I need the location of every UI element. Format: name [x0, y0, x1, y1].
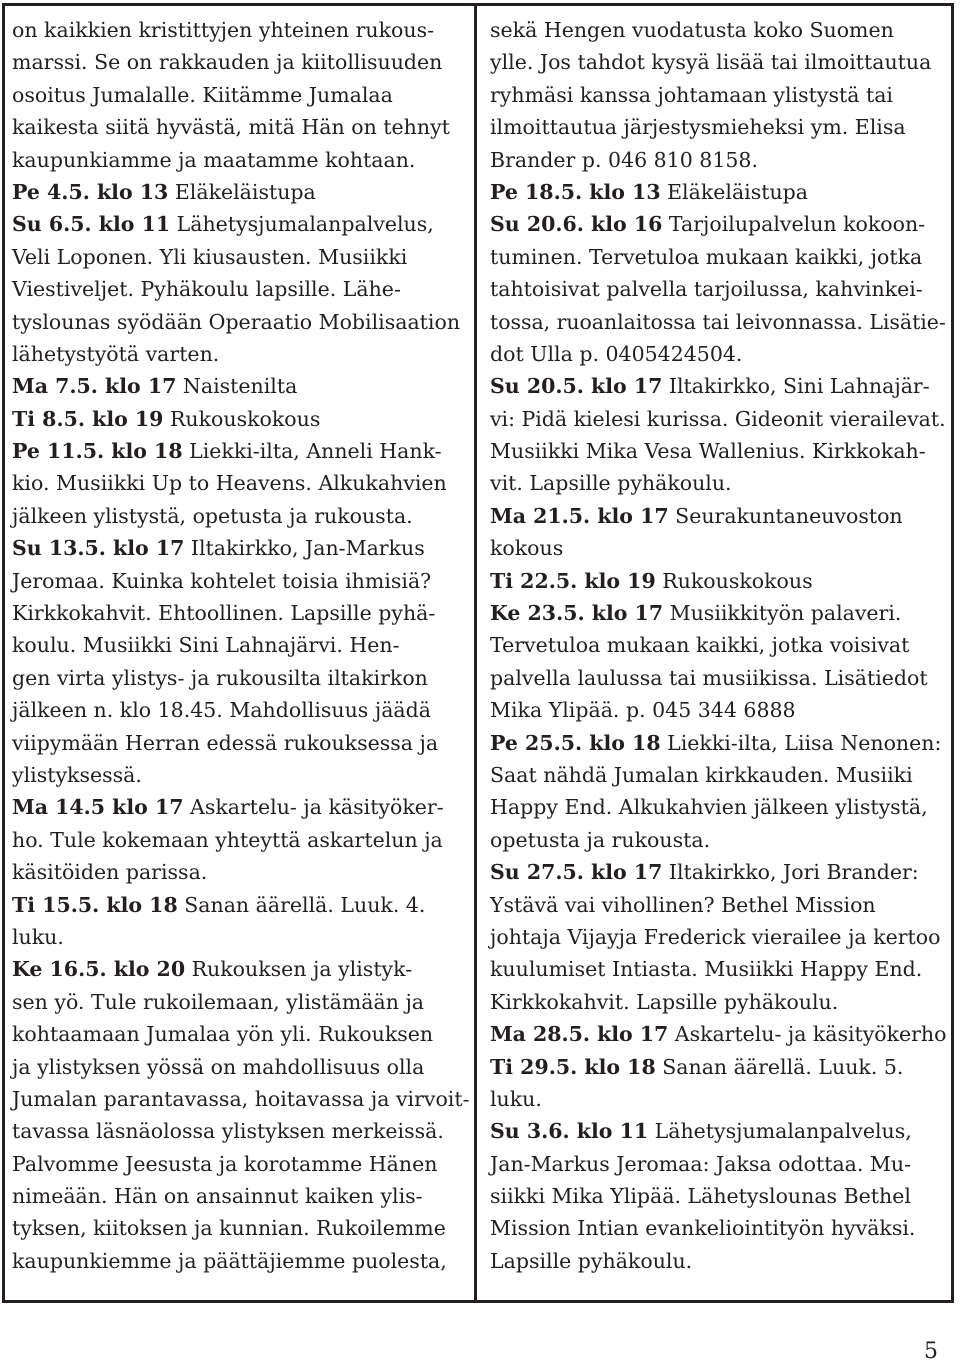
text-line — [12, 1148, 470, 1180]
event-date-time: Ti 29.5. klo 18 — [490, 1054, 656, 1079]
text-run: sekä Hengen vuodatusta koko Suomen — [490, 18, 894, 42]
event-date-time: Pe 11.5. klo 18 — [12, 439, 183, 464]
text-line — [12, 532, 470, 564]
text-run: vi: Pidä kielesi kurissa. Gideonit vierailevat. — [490, 406, 946, 431]
left-column — [12, 14, 470, 1277]
text-run: Brander p. 046 810 8158. — [490, 147, 758, 172]
text-run: tyslounas syödään Operaatio Mobilisaation — [12, 309, 461, 334]
text-line — [12, 403, 470, 435]
text-run: Veli Loponen. Yli kiusausten. Musiikki — [12, 244, 408, 269]
text-line — [490, 1083, 946, 1115]
page-number: 5 — [924, 1339, 938, 1364]
text-run: luku. — [490, 1086, 542, 1111]
event-date-time: Su 20.5. klo 17 — [490, 374, 663, 399]
text-run: viipymään Herran edessä rukouksessa ja — [12, 730, 439, 755]
text-line — [12, 597, 470, 629]
text-run: Askartelu- ja käsityökerho — [668, 1022, 947, 1047]
event-date-time: Ti 22.5. klo 19 — [490, 568, 656, 593]
text-line — [490, 500, 946, 532]
event-date-time: Ma 21.5. klo 17 — [490, 503, 669, 528]
text-line — [490, 824, 946, 856]
text-line — [490, 921, 946, 953]
event-date-time: Pe 18.5. klo 13 — [490, 179, 661, 204]
text-run: Musiikki Mika Vesa Wallenius. Kirkkokah- — [490, 439, 926, 464]
text-line — [12, 1018, 470, 1050]
text-run: opetusta ja rukousta. — [490, 827, 711, 852]
text-line — [12, 79, 470, 111]
event-date-time: Su 6.5. klo 11 — [12, 212, 171, 237]
text-run: tuminen. Tervetuloa mukaan kaikki, jotka — [490, 244, 923, 269]
text-line — [12, 1115, 470, 1147]
text-line — [490, 1051, 946, 1083]
text-run: kohtaamaan Jumalaa yön yli. Rukouksen — [12, 1022, 434, 1047]
text-line — [490, 1180, 946, 1212]
text-line — [490, 629, 946, 661]
text-run: Viestiveljet. Pyhäkoulu lapsille. Lähe- — [12, 277, 401, 302]
text-run: Lapsille pyhäkoulu. — [490, 1248, 693, 1273]
text-line — [12, 208, 470, 240]
event-date-time: Ti 8.5. klo 19 — [12, 406, 164, 431]
text-run: Musiikkityön palaveri. — [663, 601, 902, 626]
event-date-time: Ke 16.5. klo 20 — [12, 957, 186, 982]
text-run: ylistyksessä. — [12, 762, 142, 787]
text-line — [490, 1245, 946, 1277]
text-run: Tarjoilupalvelun kokoon- — [662, 212, 926, 237]
text-run: lähetystyötä varten. — [12, 341, 220, 366]
text-line — [490, 403, 946, 435]
text-line — [490, 176, 946, 208]
text-line — [12, 306, 470, 338]
text-line — [490, 694, 946, 726]
text-line — [490, 241, 946, 273]
text-line — [490, 338, 946, 370]
text-run: Naistenilta — [176, 374, 298, 399]
text-run: kokous — [490, 536, 564, 561]
text-line — [12, 144, 470, 176]
text-line — [490, 14, 946, 46]
text-run: Kirkkokahvit. Lapsille pyhäkoulu. — [490, 989, 839, 1014]
event-date-time: Su 3.6. klo 11 — [490, 1119, 649, 1144]
text-run: Sanan äärellä. Luuk. 4. — [177, 892, 426, 917]
text-line — [490, 986, 946, 1018]
event-date-time: Pe 4.5. klo 13 — [12, 179, 169, 204]
text-line — [12, 694, 470, 726]
text-run: tavassa läsnäolossa ylistyksen merkeissä. — [12, 1119, 444, 1144]
text-run: Ystävä vai vihollinen? Bethel Mission — [490, 892, 876, 917]
text-line — [12, 273, 470, 305]
text-run: osoitus Jumalalle. Kiitämme Jumalaa — [12, 82, 393, 107]
text-line — [12, 467, 470, 499]
text-run: kaupunkiemme ja päättäjiemme puolesta, — [12, 1248, 447, 1273]
text-run: Iltakirkko, Sini Lahnajär- — [662, 374, 930, 399]
text-run: on kaikkien kristittyjen yhteinen rukous- — [12, 18, 435, 42]
text-line — [490, 208, 946, 240]
text-run: ja ylistyksen yössä on mahdollisuus olla — [12, 1054, 425, 1079]
text-line — [12, 1083, 470, 1115]
text-line — [490, 273, 946, 305]
text-line — [12, 662, 470, 694]
text-line — [12, 1212, 470, 1244]
text-line — [490, 111, 946, 143]
text-line — [12, 176, 470, 208]
text-line — [12, 241, 470, 273]
text-line — [490, 953, 946, 985]
text-run: Happy End. Alkukahvien jälkeen ylistystä, — [490, 795, 928, 820]
text-run: Lähetysjumalanpalvelus, — [170, 212, 434, 237]
text-line — [490, 1018, 946, 1050]
text-line — [490, 435, 946, 467]
text-line — [12, 500, 470, 532]
text-line — [490, 1115, 946, 1147]
event-date-time: Ma 28.5. klo 17 — [490, 1022, 669, 1047]
event-date-time: Ma 7.5. klo 17 — [12, 374, 177, 399]
text-run: gen virta ylistys- ja rukousilta iltakirkon — [12, 665, 428, 690]
text-run: Jumalan parantavassa, hoitavassa ja virvoit- — [12, 1086, 470, 1111]
text-run: kio. Musiikki Up to Heavens. Alkukahvien — [12, 471, 447, 496]
text-run: Liekki-ilta, Liisa Nenonen: — [660, 730, 942, 755]
text-run: luku. — [12, 924, 64, 949]
text-line — [12, 889, 470, 921]
text-line — [12, 791, 470, 823]
text-run: Kirkkokahvit. Ehtoollinen. Lapsille pyhä- — [12, 601, 436, 626]
text-run: jälkeen n. klo 18.45. Mahdollisuus jäädä — [12, 698, 431, 723]
text-run: Saat nähdä Jumalan kirkkauden. Musiiki — [490, 762, 913, 787]
text-run: kaikesta siitä hyvästä, mitä Hän on tehnyt — [12, 115, 450, 140]
text-run: johtaja Vijayja Frederick vierailee ja kertoo — [490, 924, 941, 949]
text-run: käsitöiden parissa. — [12, 860, 208, 885]
text-line — [12, 1180, 470, 1212]
event-date-time: Su 13.5. klo 17 — [12, 536, 185, 561]
text-line — [490, 565, 946, 597]
text-run: Tervetuloa mukaan kaikki, jotka voisivat — [490, 633, 910, 658]
text-run: Mika Ylipää. p. 045 344 6888 — [490, 698, 796, 723]
right-column — [490, 14, 946, 1277]
text-line — [12, 953, 470, 985]
text-line — [12, 759, 470, 791]
text-run: tyksen, kiitoksen ja kunnian. Rukoilemme — [12, 1216, 446, 1241]
text-line — [12, 338, 470, 370]
event-date-time: Ma 14.5 klo 17 — [12, 795, 184, 820]
text-run: Jeromaa. Kuinka kohtelet toisia ihmisiä? — [12, 568, 432, 593]
text-line — [490, 370, 946, 402]
text-line — [12, 727, 470, 759]
text-run: ylle. Jos tahdot kysyä lisää tai ilmoittautua — [490, 50, 932, 75]
text-line — [490, 144, 946, 176]
text-line — [12, 986, 470, 1018]
event-date-time: Ke 23.5. klo 17 — [490, 601, 664, 626]
text-run: Iltakirkko, Jan-Markus — [184, 536, 425, 561]
text-line — [12, 14, 470, 46]
text-line — [12, 1051, 470, 1083]
text-run: ilmoittautua järjestysmieheksi ym. Elisa — [490, 115, 906, 140]
column-divider — [474, 3, 477, 1303]
text-line — [490, 46, 946, 78]
event-date-time: Su 27.5. klo 17 — [490, 860, 663, 885]
text-line — [490, 1148, 946, 1180]
text-run: nimeään. Hän on ansainnut kaiken ylis- — [12, 1184, 423, 1209]
text-line — [490, 727, 946, 759]
text-run: Rukouskokous — [163, 406, 321, 431]
text-run: Rukouskokous — [655, 568, 813, 593]
event-date-time: Pe 25.5. klo 18 — [490, 730, 661, 755]
text-run: Sanan äärellä. Luuk. 5. — [655, 1054, 904, 1079]
text-line — [12, 824, 470, 856]
event-date-time: Ti 15.5. klo 18 — [12, 892, 178, 917]
text-line — [490, 306, 946, 338]
text-run: Askartelu- ja käsityöker- — [183, 795, 444, 820]
text-line — [12, 46, 470, 78]
text-run: Seurakuntaneuvoston — [668, 503, 903, 528]
text-run: Rukouksen ja ylistyk- — [185, 957, 413, 982]
text-line — [12, 565, 470, 597]
text-line — [490, 889, 946, 921]
text-line — [490, 856, 946, 888]
text-run: Eläkeläistupa — [168, 179, 316, 204]
text-line — [12, 370, 470, 402]
text-run: Eläkeläistupa — [660, 179, 809, 204]
text-run: Lähetysjumalanpalvelus, — [648, 1119, 912, 1144]
event-date-time: Su 20.6. klo 16 — [490, 212, 663, 237]
text-run: vit. Lapsille pyhäkoulu. — [490, 471, 732, 496]
text-run: Liekki-ilta, Anneli Hank- — [182, 439, 442, 464]
text-line — [12, 856, 470, 888]
text-run: kaupunkiamme ja maatamme kohtaan. — [12, 147, 416, 172]
text-run: koulu. Musiikki Sini Lahnajärvi. Hen- — [12, 633, 400, 658]
text-run: Mission Intian evankeliointityön hyväksi. — [490, 1216, 916, 1241]
text-run: ho. Tule kokemaan yhteyttä askartelun ja — [12, 827, 443, 852]
text-line — [490, 662, 946, 694]
text-line — [12, 629, 470, 661]
text-line — [490, 791, 946, 823]
text-line — [490, 1212, 946, 1244]
text-line — [490, 467, 946, 499]
text-run: kuulumiset Intiasta. Musiikki Happy End. — [490, 957, 923, 982]
text-run: dot Ulla p. 0405424504. — [490, 341, 743, 366]
text-run: Iltakirkko, Jori Brander: — [662, 860, 919, 885]
text-line — [490, 759, 946, 791]
text-run: sen yö. Tule rukoilemaan, ylistämään ja — [12, 989, 425, 1014]
text-run: palvella laulussa tai musiikissa. Lisätiedot — [490, 665, 928, 690]
text-line — [12, 921, 470, 953]
text-run: Jan-Markus Jeromaa: Jaksa odottaa. Mu- — [490, 1151, 912, 1176]
text-run: marssi. Se on rakkauden ja kiitollisuuden — [12, 50, 443, 75]
text-line — [490, 532, 946, 564]
text-line — [12, 111, 470, 143]
text-run: jälkeen ylistystä, opetusta ja rukousta. — [12, 503, 413, 528]
text-run: Palvomme Jeesusta ja korotamme Hänen — [12, 1151, 438, 1176]
text-run: siikki Mika Ylipää. Lähetyslounas Bethel — [490, 1184, 911, 1209]
text-run: ryhmäsi kanssa johtamaan ylistystä tai — [490, 82, 893, 107]
text-line — [12, 435, 470, 467]
text-run: tahtoisivat palvella tarjoilussa, kahvinkei- — [490, 277, 923, 302]
text-run: tossa, ruoanlaitossa tai leivonnassa. Lisätie- — [490, 309, 946, 334]
text-line — [490, 79, 946, 111]
text-line — [12, 1245, 470, 1277]
text-line — [490, 597, 946, 629]
